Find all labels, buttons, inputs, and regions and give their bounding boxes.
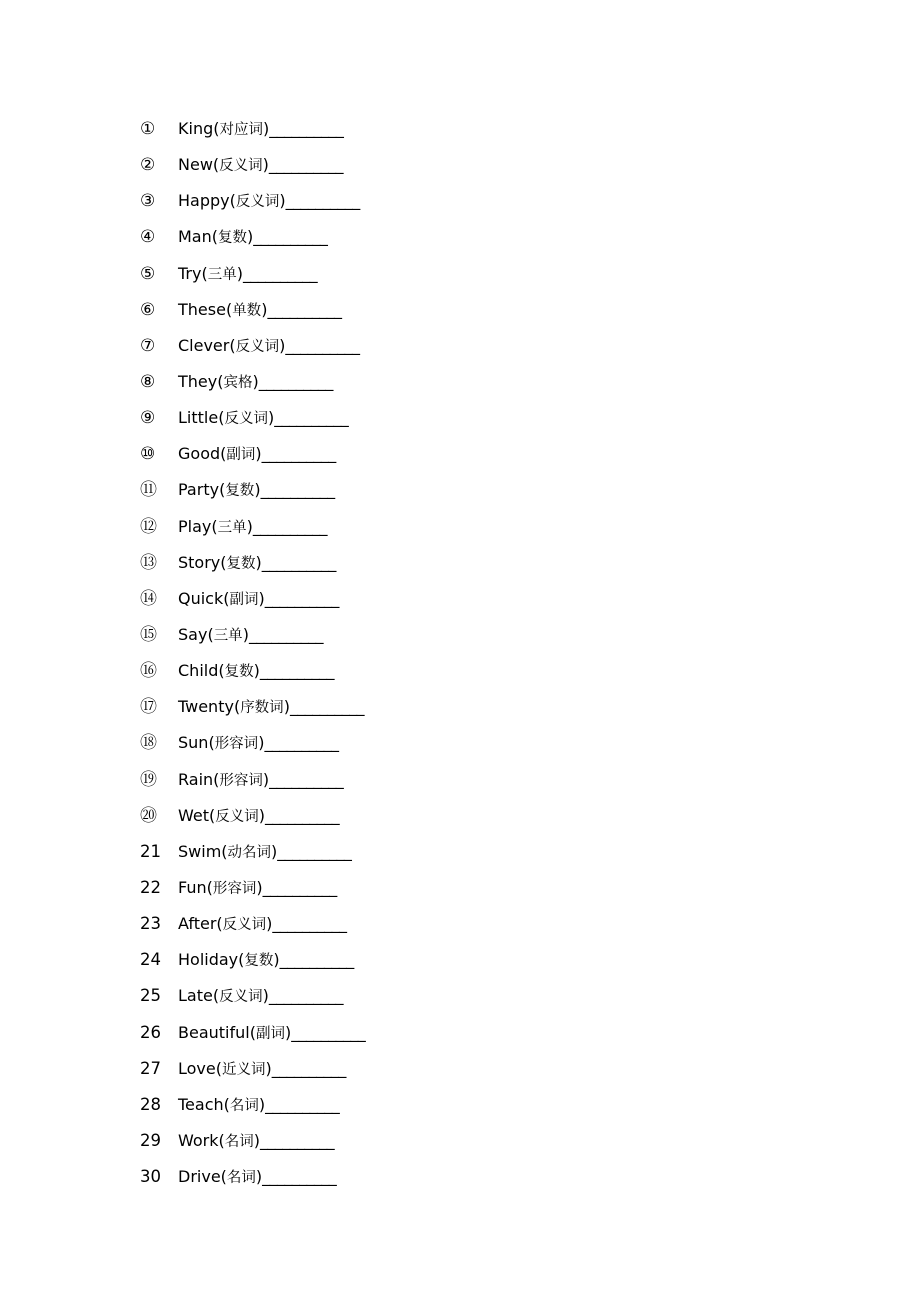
item-number: ⑳	[140, 805, 157, 826]
answer-blank: __________	[242, 263, 317, 283]
item-word: After	[178, 914, 217, 934]
item-number: 29	[140, 1130, 161, 1150]
item-word: Teach	[178, 1094, 224, 1114]
list-item	[140, 873, 760, 909]
paren-close: )	[246, 516, 253, 536]
item-word: Little	[178, 408, 219, 428]
paren-close: )	[262, 155, 269, 175]
answer-blank: __________	[289, 697, 364, 717]
paren-open: (	[213, 769, 220, 789]
list-item	[140, 837, 760, 873]
paren-open: (	[238, 950, 245, 970]
answer-blank: __________	[285, 191, 360, 211]
paren-close: )	[236, 263, 243, 283]
list-item	[140, 801, 760, 837]
exercise-list	[140, 114, 760, 1198]
paren-close: )	[265, 1058, 272, 1078]
item-word: Swim	[178, 841, 222, 861]
item-hint: 单数	[232, 302, 262, 319]
answer-blank: __________	[260, 480, 335, 500]
answer-blank: __________	[260, 1130, 335, 1150]
list-item	[140, 403, 760, 439]
item-number: ⑤	[140, 263, 156, 284]
paren-close: )	[247, 227, 254, 247]
item-word: Sun	[178, 733, 209, 753]
item-word: Rain	[178, 769, 214, 789]
item-word: Love	[178, 1058, 216, 1078]
paren-open: (	[233, 697, 241, 717]
answer-blank: __________	[277, 841, 352, 861]
item-number: ⑱	[140, 733, 157, 754]
paren-close: )	[284, 1022, 292, 1042]
list-item	[140, 1090, 760, 1126]
paren-open: (	[219, 480, 226, 500]
item-hint: 动名词	[227, 844, 272, 861]
list-item	[140, 1126, 760, 1162]
list-item	[140, 186, 760, 222]
item-number: ⑭	[140, 588, 157, 609]
paren-open: (	[212, 155, 220, 175]
answer-blank: __________	[271, 1058, 346, 1078]
paren-close: )	[255, 1167, 263, 1187]
item-number: ⑫	[140, 516, 157, 537]
paren-close: )	[262, 769, 270, 789]
answer-blank: __________	[265, 1094, 340, 1114]
list-item	[140, 259, 760, 295]
list-item	[140, 475, 760, 511]
item-word: Party	[178, 480, 220, 500]
item-word: Wet	[178, 805, 209, 825]
paren-close: )	[261, 299, 268, 319]
item-hint: 形容词	[219, 772, 263, 789]
paren-open: (	[249, 1022, 256, 1042]
answer-blank: __________	[291, 1022, 366, 1042]
paren-open: (	[201, 263, 208, 283]
paren-close: )	[258, 1094, 266, 1114]
paren-open: (	[218, 661, 225, 681]
paren-close: )	[262, 986, 269, 1006]
item-number: 25	[140, 986, 161, 1006]
paren-close: )	[255, 444, 262, 464]
item-number: ③	[140, 191, 156, 212]
item-hint: 反义词	[235, 338, 280, 355]
list-item	[140, 692, 760, 728]
paren-close: )	[279, 191, 286, 211]
answer-blank: __________	[279, 950, 354, 970]
item-word: New	[178, 155, 213, 175]
item-number: ⑥	[140, 299, 156, 320]
item-word: Fun	[178, 877, 207, 897]
answer-blank: __________	[268, 155, 343, 175]
list-item	[140, 150, 760, 186]
paren-close: )	[255, 552, 262, 572]
item-hint: 复数	[218, 230, 247, 247]
paren-close: )	[273, 950, 280, 970]
item-number: 30	[140, 1167, 161, 1187]
item-number: ⑪	[140, 480, 157, 501]
item-number: ⑯	[140, 661, 157, 682]
paren-open: (	[211, 516, 218, 536]
answer-blank: __________	[261, 552, 336, 572]
item-number: ⑰	[140, 697, 157, 718]
item-number: ⑮	[140, 624, 157, 645]
item-number: 27	[140, 1058, 161, 1078]
item-hint: 反义词	[224, 411, 268, 428]
item-hint: 副词	[229, 591, 259, 608]
item-hint: 反义词	[219, 158, 263, 175]
item-number: ⑧	[140, 371, 156, 392]
list-item	[140, 367, 760, 403]
item-number: 21	[140, 841, 161, 861]
answer-blank: __________	[264, 733, 339, 753]
item-number: ①	[140, 119, 156, 139]
item-number: ⑦	[140, 335, 156, 356]
item-word: Twenty	[178, 697, 234, 717]
list-item	[140, 114, 760, 150]
item-hint: 复数	[244, 953, 274, 970]
answer-blank: __________	[261, 444, 336, 464]
paren-open: (	[212, 986, 220, 1006]
paren-open: (	[208, 733, 215, 753]
list-item	[140, 512, 760, 548]
paren-open: (	[220, 444, 227, 464]
list-item	[140, 331, 760, 367]
list-item	[140, 765, 760, 801]
paren-open: (	[211, 227, 218, 247]
list-item	[140, 728, 760, 764]
paren-open: (	[215, 1058, 222, 1078]
list-item	[140, 1162, 760, 1198]
item-hint: 宾格	[223, 374, 253, 391]
item-word: Happy	[178, 191, 230, 211]
item-hint: 副词	[255, 1025, 285, 1042]
answer-blank: __________	[269, 119, 344, 138]
list-item	[140, 222, 760, 258]
list-item	[140, 1018, 760, 1054]
item-word: Child	[178, 661, 219, 681]
paren-close: )	[258, 588, 265, 608]
item-hint: 副词	[226, 447, 256, 464]
answer-blank: __________	[269, 769, 344, 789]
item-number: 23	[140, 914, 161, 934]
item-word: Clever	[178, 335, 230, 355]
paren-close: )	[266, 914, 273, 934]
answer-blank: __________	[272, 914, 347, 934]
paren-open: (	[221, 841, 228, 861]
answer-blank: __________	[274, 408, 349, 428]
item-number: ⑩	[140, 444, 156, 465]
item-hint: 复数	[226, 555, 256, 572]
paren-close: )	[252, 371, 259, 391]
answer-blank: __________	[259, 661, 334, 681]
answer-blank: __________	[265, 805, 340, 825]
item-word: Story	[178, 552, 221, 572]
paren-open: (	[206, 877, 213, 897]
answer-blank: __________	[252, 516, 327, 536]
list-item	[140, 548, 760, 584]
item-word: Try	[178, 263, 202, 283]
list-item	[140, 295, 760, 331]
item-hint: 反义词	[215, 808, 259, 825]
item-hint: 形容词	[212, 880, 257, 897]
paren-open: (	[229, 335, 236, 355]
answer-blank: __________	[285, 335, 360, 355]
paren-close: )	[256, 877, 263, 897]
item-hint: 复数	[225, 483, 255, 500]
paren-close: )	[262, 119, 270, 138]
item-word: Good	[178, 444, 221, 464]
item-word: Say	[178, 624, 208, 644]
paren-open: (	[225, 299, 233, 319]
item-hint: 三单	[213, 627, 243, 644]
item-hint: 反义词	[219, 989, 263, 1006]
answer-blank: __________	[248, 624, 323, 644]
list-item	[140, 656, 760, 692]
list-item	[140, 620, 760, 656]
paren-close: )	[271, 841, 278, 861]
item-number: ⑲	[140, 769, 157, 790]
item-number: ⑬	[140, 552, 157, 573]
paren-open: (	[216, 914, 223, 934]
answer-blank: __________	[268, 986, 343, 1006]
answer-blank: __________	[267, 299, 342, 319]
item-word: Work	[178, 1130, 219, 1150]
item-hint: 近义词	[221, 1061, 266, 1078]
item-hint: 形容词	[214, 736, 259, 753]
item-word: Play	[178, 516, 212, 536]
paren-open: (	[213, 119, 220, 138]
paren-open: (	[209, 805, 216, 825]
list-item	[140, 909, 760, 945]
item-hint: 序数词	[240, 700, 284, 717]
item-hint: 复数	[224, 664, 254, 681]
paren-open: (	[217, 371, 224, 391]
list-item	[140, 584, 760, 620]
list-item	[140, 1054, 760, 1090]
item-hint: 名词	[229, 1097, 259, 1114]
answer-blank: __________	[253, 227, 328, 247]
item-word: These	[178, 299, 226, 319]
item-hint: 名词	[226, 1170, 256, 1187]
paren-open: (	[223, 1094, 230, 1114]
paren-open: (	[207, 624, 214, 644]
item-number: ⑨	[140, 408, 156, 429]
item-hint: 对应词	[219, 122, 263, 138]
answer-blank: __________	[264, 588, 339, 608]
answer-blank: __________	[262, 877, 337, 897]
item-number: ②	[140, 155, 156, 176]
paren-close: )	[258, 733, 265, 753]
item-number: 24	[140, 950, 161, 970]
item-word: Holiday	[178, 950, 239, 970]
item-hint: 三单	[217, 519, 247, 536]
item-word: Drive	[178, 1167, 221, 1187]
list-item	[140, 981, 760, 1017]
answer-blank: __________	[258, 371, 333, 391]
paren-close: )	[279, 335, 286, 355]
paren-close: )	[283, 697, 290, 717]
item-hint: 反义词	[235, 194, 280, 211]
paren-close: )	[242, 624, 249, 644]
item-number: ④	[140, 227, 156, 248]
list-item	[140, 439, 760, 475]
paren-close: )	[253, 1130, 261, 1150]
answer-blank: __________	[262, 1167, 337, 1187]
paren-open: (	[218, 408, 225, 428]
item-hint: 三单	[207, 266, 237, 283]
item-word: Beautiful	[178, 1022, 250, 1042]
list-item	[140, 945, 760, 981]
paren-close: )	[254, 480, 261, 500]
item-hint: 反义词	[222, 917, 267, 934]
item-word: Man	[178, 227, 212, 247]
item-word: Late	[178, 986, 213, 1006]
paren-open: (	[229, 191, 236, 211]
paren-close: )	[267, 408, 275, 428]
paren-close: )	[258, 805, 265, 825]
paren-open: (	[223, 588, 230, 608]
item-number: 22	[140, 877, 161, 897]
paren-open: (	[220, 552, 227, 572]
paren-open: (	[220, 1167, 227, 1187]
item-number: 26	[140, 1022, 161, 1042]
item-word: King	[178, 119, 214, 138]
item-number: 28	[140, 1094, 161, 1114]
paren-close: )	[253, 661, 260, 681]
paren-open: (	[218, 1130, 225, 1150]
item-word: They	[178, 371, 218, 391]
item-hint: 名词	[224, 1133, 254, 1150]
item-word: Quick	[178, 588, 224, 608]
